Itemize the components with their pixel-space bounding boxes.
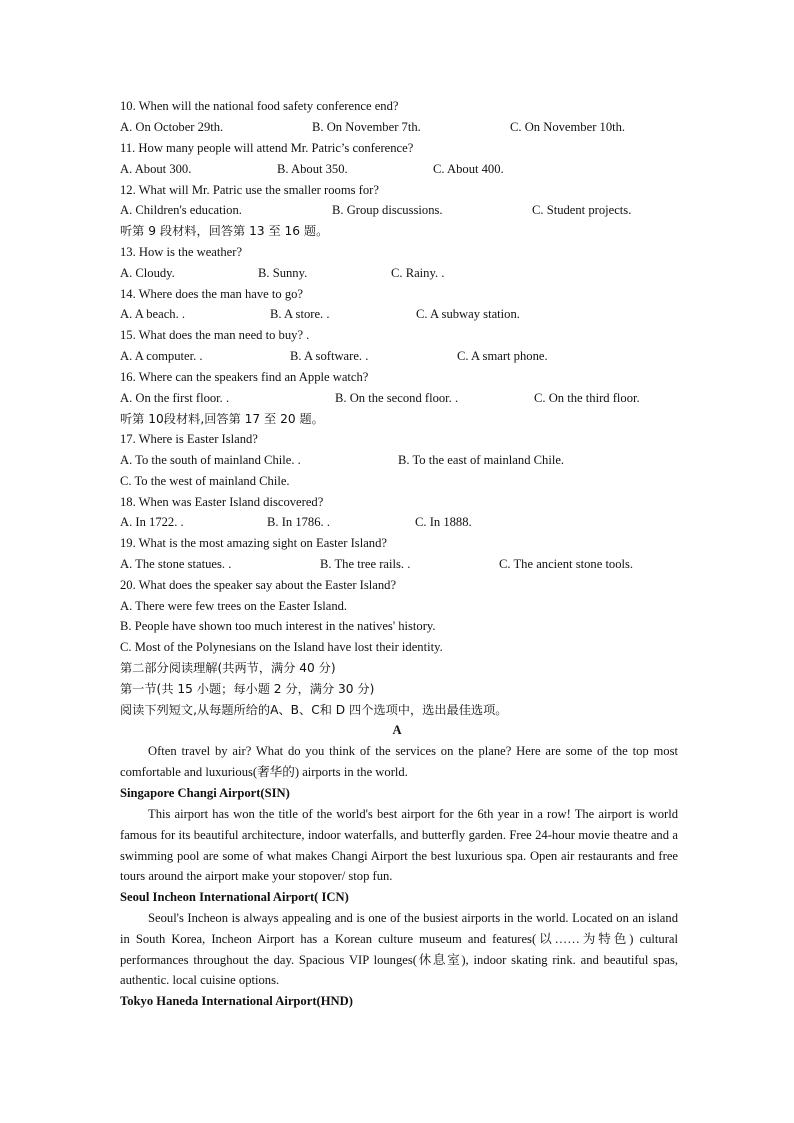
question-17: 17. Where is Easter Island? (120, 432, 258, 446)
option-16a: A. On the first floor. . (120, 391, 230, 405)
airport-text-seoul (120, 908, 678, 991)
airport-text-seoul-body: Seoul's Incheon is always appealing and is one of the busiest airports in the world. Located on an island in South Korea, Incheon Airport has a Korean culture museum and features(以……为特色) cultural performances throughout the day. Spacious VIP lounges(休息室), indoor skating rink. and beautiful spas, authentic. local cuisine options. (120, 911, 678, 988)
airport-text-singapore-body: This airport has won the title of the world's best airport for the 6th year in a row! The airport is world famous for its beautiful architecture, indoor waterfalls, and butterfly garden. Free 24-hour movie theatre and a swimming pool are some of what makes Changi Airport the best luxurious spa. Open air restaurants and free tours around the airport make your stopover/ stop fun. (120, 807, 678, 884)
option-18b: B. In 1786. . (267, 515, 330, 529)
option-12b: B. Group discussions. (332, 203, 443, 217)
option-11b: B. About 350. (277, 162, 348, 176)
option-16b: B. On the second floor. . (335, 391, 459, 405)
option-13b: B. Sunny. (258, 266, 308, 280)
option-19b: B. The tree rails. . (320, 557, 411, 571)
option-10b: B. On November 7th. (312, 120, 421, 134)
material-10-instruction: 听第 10段材料,回答第 17 至 20 题。 (120, 412, 324, 426)
option-14c: C. A subway station. (416, 307, 520, 321)
option-12a: A. Children's education. (120, 203, 242, 217)
option-14b: B. A store. . (270, 307, 330, 321)
option-14a: A. A beach. . (120, 307, 186, 321)
option-17b: B. To the east of mainland Chile. (398, 453, 565, 467)
option-13c: C. Rainy. . (391, 266, 445, 280)
question-15: 15. What does the man need to buy? . (120, 328, 310, 342)
option-12c: C. Student projects. (532, 203, 632, 217)
option-16c: C. On the third floor. (534, 391, 640, 405)
question-14: 14. Where does the man have to go? (120, 287, 304, 301)
option-18c: C. In 1888. (415, 515, 472, 529)
option-20c: C. Most of the Polynesians on the Island have lost their identity. (120, 640, 443, 654)
airport-title-singapore: Singapore Changi Airport(SIN) (120, 786, 290, 800)
question-12: 12. What will Mr. Patric use the smaller rooms for? (120, 183, 379, 197)
option-15c: C. A smart phone. (457, 349, 548, 363)
passage-intro (120, 741, 678, 783)
airport-title-tokyo: Tokyo Haneda International Airport(HND) (120, 994, 353, 1008)
option-11a: A. About 300. (120, 162, 192, 176)
option-20a: A. There were few trees on the Easter Island. (120, 599, 348, 613)
question-16: 16. Where can the speakers find an Apple watch? (120, 370, 369, 384)
option-11c: C. About 400. (433, 162, 504, 176)
option-17c: C. To the west of mainland Chile. (120, 474, 290, 488)
option-15a: A. A computer. . (120, 349, 203, 363)
part-2-heading: 第二部分阅读理解(共两节，满分 40 分) (120, 661, 336, 675)
airport-text-singapore (120, 804, 678, 887)
question-10: 10. When will the national food safety conference end? (120, 99, 399, 113)
option-10a: A. On October 29th. (120, 120, 224, 134)
option-19a: A. The stone statues. . (120, 557, 232, 571)
section-1-heading: 第一节(共 15 小题；每小题 2 分，满分 30 分) (120, 682, 375, 696)
option-13a: A. Cloudy. (120, 266, 175, 280)
reading-directions: 阅读下列短文,从每题所给的A、B、C和 D 四个选项中，选出最佳选项。 (120, 703, 508, 717)
option-17a: A. To the south of mainland Chile. . (120, 453, 301, 467)
question-20: 20. What does the speaker say about the Easter Island? (120, 578, 397, 592)
airport-title-seoul: Seoul Incheon International Airport( ICN) (120, 890, 349, 904)
material-9-instruction: 听第 9 段材料，回答第 13 至 16 题。 (120, 224, 329, 238)
passage-intro-text: Often travel by air? What do you think of the services on the plane? Here are some of the top most comfortable and luxurious(奢华的) airports in the world. (120, 744, 678, 779)
option-20b: B. People have shown too much interest in the natives' history. (120, 619, 436, 633)
option-15b: B. A software. . (290, 349, 369, 363)
question-19: 19. What is the most amazing sight on Easter Island? (120, 536, 387, 550)
option-18a: A. In 1722. . (120, 515, 184, 529)
question-18: 18. When was Easter Island discovered? (120, 495, 324, 509)
question-11: 11. How many people will attend Mr. Patric’s conference? (120, 141, 414, 155)
passage-label: A (392, 723, 402, 737)
option-10c: C. On November 10th. (510, 120, 626, 134)
question-13: 13. How is the weather? (120, 245, 243, 259)
option-19c: C. The ancient stone tools. (499, 557, 634, 571)
